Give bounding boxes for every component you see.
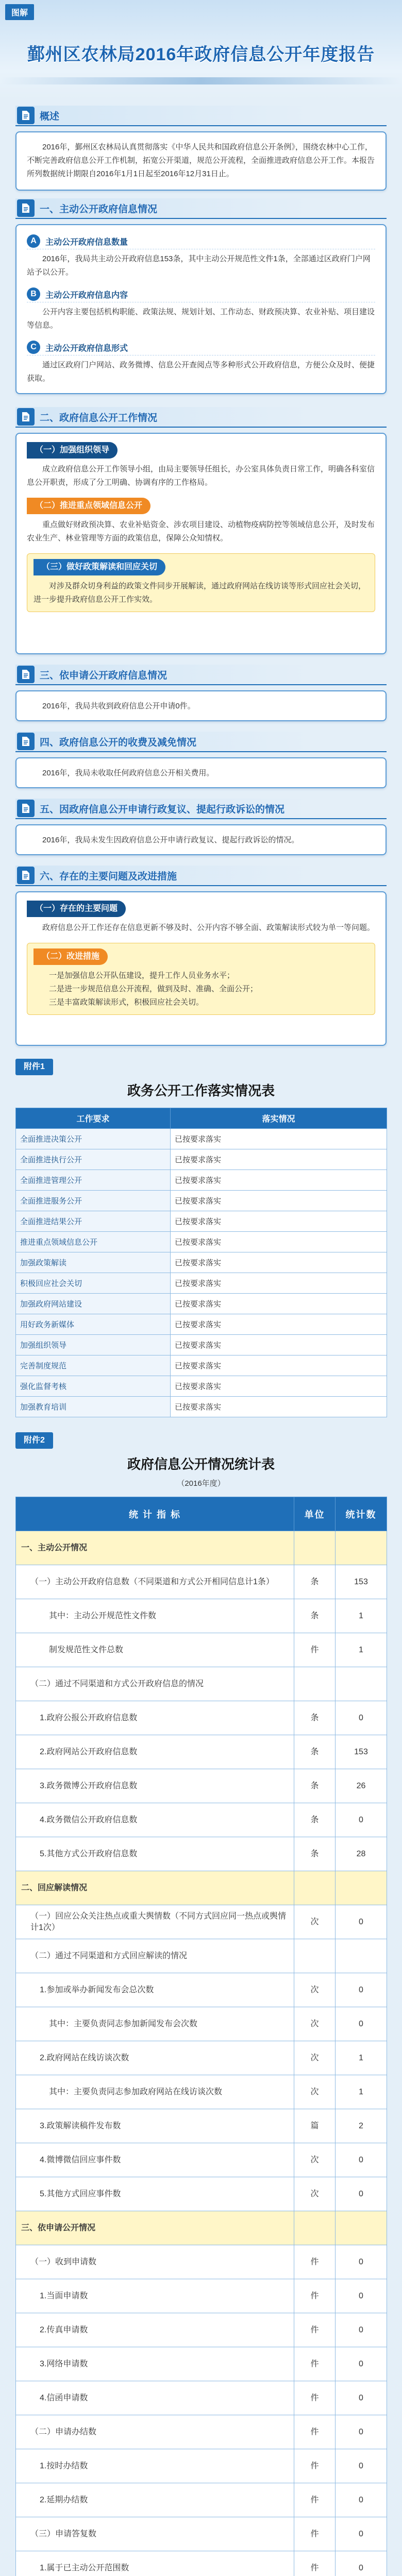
intro-text: 2016年，鄞州区农林局认真贯彻落实《中华人民共和国政府信息公开条例》，围绕农林中心工作，不断完善政府信息公开工作机制，拓宽公开渠道，规范公开流程，全面推进政府信息公开工作。本报告所列数据统计期限自2016年1月1日起至2016年12月31日止。 (27, 143, 375, 178)
value-cell: 0 (336, 2449, 387, 2483)
indicator-cell: 4.信函申请数 (16, 2381, 294, 2415)
block-text: 一是加强信息公开队伍建设，提升工作人员业务水平； (49, 971, 235, 980)
table-header-row (16, 1108, 387, 1129)
unit-cell (294, 2211, 336, 2245)
table-row (16, 1397, 387, 1417)
task-cell: 加强政策解读 (16, 1252, 171, 1273)
value-cell: 0 (336, 2313, 387, 2347)
content-block (27, 442, 375, 489)
value-cell: 0 (336, 1701, 387, 1735)
section-5-box (15, 824, 387, 855)
value-cell: 0 (336, 2483, 387, 2517)
indicator-cell: 3.网络申请数 (16, 2347, 294, 2381)
section-header-intro (15, 106, 387, 126)
table-row (16, 1273, 387, 1294)
table-row (16, 2551, 387, 2576)
table-row (16, 1599, 387, 1633)
section-header-1 (15, 198, 387, 219)
content-block (27, 498, 375, 545)
indicator-cell: （一）收到申请数 (16, 2245, 294, 2279)
list-item (27, 340, 375, 385)
header-banner (0, 0, 402, 100)
indicator-cell: 其中：主动公开规范性文件数 (16, 1599, 294, 1633)
unit-cell: 件 (294, 2449, 336, 2483)
table-row (16, 1905, 387, 1939)
unit-cell: 次 (294, 1973, 336, 2007)
table-row (16, 1314, 387, 1335)
task-cell: 全面推进执行公开 (16, 1149, 171, 1170)
unit-cell: 件 (294, 2517, 336, 2551)
indicator-cell: 2.政府网站公开政府信息数 (16, 1735, 294, 1769)
item-title: 主动公开政府信息内容 (45, 291, 128, 300)
indicator-cell: 4.微博微信回应事件数 (16, 2143, 294, 2177)
status-cell: 已按要求落实 (171, 1252, 387, 1273)
unit-cell: 条 (294, 1837, 336, 1871)
value-cell (336, 1531, 387, 1565)
unit-cell (294, 1939, 336, 1973)
unit-cell: 次 (294, 2007, 336, 2041)
list-item (27, 233, 375, 279)
unit-cell (294, 1531, 336, 1565)
table-row (16, 1355, 387, 1376)
unit-cell: 件 (294, 2381, 336, 2415)
status-cell: 已按要求落实 (171, 1273, 387, 1294)
highlight-block (27, 553, 375, 612)
task-cell: 积极回应社会关切 (16, 1273, 171, 1294)
value-cell: 1 (336, 2075, 387, 2109)
section-header-3 (15, 665, 387, 685)
task-cell: 完善制度规范 (16, 1355, 171, 1376)
value-cell (336, 2211, 387, 2245)
value-cell: 1 (336, 1599, 387, 1633)
task-cell: 全面推进决策公开 (16, 1129, 171, 1149)
value-cell: 0 (336, 1803, 387, 1837)
document-icon (17, 408, 35, 426)
indicator-cell: 1.当面申请数 (16, 2279, 294, 2313)
status-cell: 已按要求落实 (171, 1232, 387, 1252)
table-row (16, 1252, 387, 1273)
annex-label: 附件2 (15, 1432, 53, 1449)
task-cell: 强化监督考核 (16, 1376, 171, 1397)
section-title: 一、主动公开政府信息情况 (40, 204, 158, 215)
document-icon (17, 867, 35, 884)
status-cell: 已按要求落实 (171, 1314, 387, 1335)
section-title: 二、政府信息公开工作情况 (40, 412, 158, 423)
statistics-table (15, 1497, 387, 2576)
graphic-badge: 图解 (5, 4, 34, 20)
item-text: 公开内容主要包括机构职能、政策法规、规划计划、工作动态、财政预决算、农业补贴、项目建设等信息。 (27, 308, 375, 330)
block-label: （二）推进重点领域信息公开 (27, 498, 150, 514)
indicator-cell: 3.政策解读稿件发布数 (16, 2109, 294, 2143)
table-row (16, 1701, 387, 1735)
indicator-cell: （一）回应公众关注热点或重大舆情数（不同方式回应同一热点或舆情计1次） (16, 1905, 294, 1939)
unit-cell: 件 (294, 1633, 336, 1667)
indicator-cell: 1.属于已主动公开范围数 (16, 2551, 294, 2576)
indicator-cell: （二）通过不同渠道和方式公开政府信息的情况 (16, 1667, 294, 1701)
content-block (27, 901, 375, 935)
section-title: 概述 (40, 111, 60, 122)
block-label: （一）存在的主要问题 (27, 901, 126, 917)
indicator-cell: 一、主动公开情况 (16, 1531, 294, 1565)
table-row (16, 1837, 387, 1871)
indicator-cell: 1.政府公报公开政府信息数 (16, 1701, 294, 1735)
block-text: 二是进一步规范信息公开流程，做到及时、准确、全面公开； (49, 985, 258, 993)
value-cell: 1 (336, 1633, 387, 1667)
table-title: 政务公开工作落实情况表 (127, 1083, 275, 1098)
table-row (16, 2347, 387, 2381)
unit-cell: 件 (294, 2313, 336, 2347)
column-header: 统 计 指 标 (16, 1497, 294, 1531)
block-text: 政府信息公开工作还存在信息更新不够及时、公开内容不够全面、政策解读形式较为单一等问题。 (42, 923, 375, 932)
column-header: 落实情况 (171, 1108, 387, 1129)
table-row (16, 1376, 387, 1397)
value-cell: 26 (336, 1769, 387, 1803)
table-row (16, 1803, 387, 1837)
table-row (16, 1667, 387, 1701)
value-cell: 0 (336, 2245, 387, 2279)
status-cell: 已按要求落实 (171, 1355, 387, 1376)
indicator-cell: 其中：主要负责同志参加新闻发布会次数 (16, 2007, 294, 2041)
item-letter-badge: B (27, 287, 40, 301)
status-cell: 已按要求落实 (171, 1191, 387, 1211)
section-title: 五、因政府信息公开申请行政复议、提起行政诉讼的情况 (40, 804, 285, 815)
indicator-cell: 2.政府网站在线访谈次数 (16, 2041, 294, 2075)
status-cell: 已按要求落实 (171, 1397, 387, 1417)
block-text: 重点做好财政预决算、农业补贴资金、涉农项目建设、动植物疫病防控等领域信息公开，及时发布农业生产、林业管理等方面的政策信息，保障公众知情权。 (27, 520, 375, 543)
status-cell: 已按要求落实 (171, 1376, 387, 1397)
unit-cell: 件 (294, 2415, 336, 2449)
unit-cell: 件 (294, 2279, 336, 2313)
task-cell: 全面推进管理公开 (16, 1170, 171, 1191)
table-row (16, 1232, 387, 1252)
item-letter-badge: A (27, 234, 40, 248)
table-row (16, 1191, 387, 1211)
block-label: （一）加强组织领导 (27, 442, 118, 459)
section-header-6 (15, 866, 387, 886)
unit-cell: 条 (294, 1769, 336, 1803)
value-cell: 0 (336, 1905, 387, 1939)
value-cell: 2 (336, 2109, 387, 2143)
table-row (16, 2177, 387, 2211)
section-title: 六、存在的主要问题及改进措施 (40, 871, 177, 882)
table-row (16, 1871, 387, 1905)
indicator-cell: 5.其他方式公开政府信息数 (16, 1837, 294, 1871)
unit-cell: 件 (294, 2347, 336, 2381)
unit-cell (294, 1667, 336, 1701)
unit-cell: 条 (294, 1701, 336, 1735)
value-cell (336, 1667, 387, 1701)
table-row (16, 2517, 387, 2551)
value-cell: 0 (336, 2279, 387, 2313)
status-cell: 已按要求落实 (171, 1211, 387, 1232)
item-header (27, 340, 375, 355)
table-row (16, 2449, 387, 2483)
unit-cell: 条 (294, 1565, 336, 1599)
item-letter-badge: C (27, 341, 40, 354)
table-row (16, 1769, 387, 1803)
unit-cell (294, 1871, 336, 1905)
table-row (16, 1170, 387, 1191)
value-cell: 0 (336, 2007, 387, 2041)
item-text: 2016年，我局共主动公开政府信息153条，其中主动公开规范性文件1条，全部通过区政府门户网站予以公开。 (27, 255, 371, 277)
unit-cell: 件 (294, 2551, 336, 2576)
table-row (16, 1149, 387, 1170)
section-6-box (15, 891, 387, 1046)
value-cell: 153 (336, 1735, 387, 1769)
indicator-cell: （二）通过不同渠道和方式回应解读的情况 (16, 1939, 294, 1973)
table-row (16, 2007, 387, 2041)
unit-cell: 次 (294, 2041, 336, 2075)
indicator-cell: 制发规范性文件总数 (16, 1633, 294, 1667)
unit-cell: 次 (294, 2177, 336, 2211)
indicator-cell: 2.传真申请数 (16, 2313, 294, 2347)
table-row (16, 2041, 387, 2075)
section-title: 三、依申请公开政府信息情况 (40, 670, 167, 681)
table-row (16, 2143, 387, 2177)
task-cell: 全面推进结果公开 (16, 1211, 171, 1232)
section-header-5 (15, 799, 387, 819)
indicator-cell: （一）主动公开政府信息数（不同渠道和方式公开相同信息计1条） (16, 1565, 294, 1599)
indicator-cell: 1.按时办结数 (16, 2449, 294, 2483)
table-row (16, 2211, 387, 2245)
item-title: 主动公开政府信息形式 (45, 344, 128, 353)
status-cell: 已按要求落实 (171, 1170, 387, 1191)
document-icon (17, 733, 35, 750)
indicator-cell: 4.政务微信公开政府信息数 (16, 1803, 294, 1837)
status-cell: 已按要求落实 (171, 1335, 387, 1355)
table-row (16, 2109, 387, 2143)
value-cell (336, 1871, 387, 1905)
table-row (16, 2313, 387, 2347)
value-cell (336, 1939, 387, 1973)
list-item (27, 286, 375, 332)
indicator-cell: 5.其他方式回应事件数 (16, 2177, 294, 2211)
item-title: 主动公开政府信息数量 (45, 238, 128, 247)
section-1-box (15, 224, 387, 394)
task-cell: 全面推进服务公开 (16, 1191, 171, 1211)
task-cell: 加强组织领导 (16, 1335, 171, 1355)
table-row (16, 1211, 387, 1232)
table-row (16, 2483, 387, 2517)
block-label: （二）改进措施 (34, 948, 108, 965)
unit-cell: 条 (294, 1803, 336, 1837)
value-cell: 0 (336, 2415, 387, 2449)
unit-cell: 次 (294, 2143, 336, 2177)
indicator-cell: （二）申请办结数 (16, 2415, 294, 2449)
column-header: 工作要求 (16, 1108, 171, 1129)
table-row (16, 2075, 387, 2109)
table-row (16, 1129, 387, 1149)
block-text: 对涉及群众切身利益的政策文件同步开展解读，通过政府网站在线访谈等形式回应社会关切，进一步提升政府信息公开工作实效。 (34, 582, 366, 604)
status-cell: 已按要求落实 (171, 1149, 387, 1170)
indicator-cell: （三）申请答复数 (16, 2517, 294, 2551)
section-3-box (15, 690, 387, 721)
document-icon (17, 199, 35, 217)
indicator-cell: 三、依申请公开情况 (16, 2211, 294, 2245)
unit-cell: 篇 (294, 2109, 336, 2143)
value-cell: 0 (336, 2551, 387, 2576)
item-header (27, 286, 375, 302)
section-title: 四、政府信息公开的收费及减免情况 (40, 737, 197, 748)
table-header-row (16, 1497, 387, 1531)
table-row (16, 2415, 387, 2449)
indicator-cell: 3.政务微博公开政府信息数 (16, 1769, 294, 1803)
item-text: 通过区政府门户网站、政务微博、信息公开查阅点等多种形式公开政府信息，方便公众及时、便捷获取。 (27, 361, 375, 383)
intro-box (15, 131, 387, 191)
document-icon (17, 107, 35, 124)
value-cell: 0 (336, 2381, 387, 2415)
table-row (16, 1633, 387, 1667)
table-subtitle: （2016年度） (177, 1479, 225, 1488)
section-header-2 (15, 407, 387, 428)
indicator-cell: 其中：主要负责同志参加政府网站在线访谈次数 (16, 2075, 294, 2109)
table-row (16, 1735, 387, 1769)
document-icon (17, 666, 35, 683)
table-row (16, 1565, 387, 1599)
status-cell: 已按要求落实 (171, 1294, 387, 1314)
unit-cell: 次 (294, 2075, 336, 2109)
table-title: 政府信息公开情况统计表 (127, 1457, 275, 1472)
work-status-table (15, 1108, 387, 1417)
task-cell: 加强教育培训 (16, 1397, 171, 1417)
value-cell: 0 (336, 1973, 387, 2007)
column-header: 统计数 (336, 1497, 387, 1531)
task-cell: 用好政务新媒体 (16, 1314, 171, 1335)
unit-cell: 条 (294, 1735, 336, 1769)
block-text: 成立政府信息公开工作领导小组，由局主要领导任组长，办公室具体负责日常工作，明确各科室信息公开职责，形成了分工明确、协调有序的工作格局。 (27, 465, 375, 487)
highlight-block (27, 943, 375, 1015)
table-row (16, 1973, 387, 2007)
banner-stripe (0, 77, 402, 84)
table-row (16, 2381, 387, 2415)
unit-cell: 件 (294, 2245, 336, 2279)
table-row (16, 1939, 387, 1973)
table-row (16, 2279, 387, 2313)
value-cell: 153 (336, 1565, 387, 1599)
table-row (16, 1531, 387, 1565)
indicator-cell: 2.延期办结数 (16, 2483, 294, 2517)
value-cell: 28 (336, 1837, 387, 1871)
value-cell: 0 (336, 2143, 387, 2177)
table-row (16, 2245, 387, 2279)
item-header (27, 233, 375, 249)
value-cell: 1 (336, 2041, 387, 2075)
section-header-4 (15, 732, 387, 752)
indicator-cell: 二、回应解读情况 (16, 1871, 294, 1905)
task-cell: 加强政府网站建设 (16, 1294, 171, 1314)
section-4-box (15, 757, 387, 788)
section-text: 2016年，我局共收到政府信息公开申请0件。 (42, 702, 195, 710)
section-2-box (15, 433, 387, 654)
unit-cell: 件 (294, 2483, 336, 2517)
unit-cell: 条 (294, 1599, 336, 1633)
annex-label: 附件1 (15, 1059, 53, 1075)
value-cell: 0 (336, 2347, 387, 2381)
status-cell: 已按要求落实 (171, 1129, 387, 1149)
block-text: 三是丰富政策解读形式，积极回应社会关切。 (49, 998, 204, 1007)
page-title: 鄞州区农林局2016年政府信息公开年度报告 (27, 45, 375, 64)
block-label: （三）做好政策解读和回应关切 (34, 559, 165, 575)
document-icon (17, 800, 35, 817)
column-header: 单位 (294, 1497, 336, 1531)
indicator-cell: 1.参加或举办新闻发布会总次数 (16, 1973, 294, 2007)
table-row (16, 1294, 387, 1314)
unit-cell: 次 (294, 1905, 336, 1939)
value-cell: 0 (336, 2177, 387, 2211)
section-text: 2016年，我局未发生因政府信息公开申请行政复议、提起行政诉讼的情况。 (42, 836, 299, 844)
value-cell: 0 (336, 2517, 387, 2551)
table-row (16, 1335, 387, 1355)
task-cell: 推进重点领域信息公开 (16, 1232, 171, 1252)
section-text: 2016年，我局未收取任何政府信息公开相关费用。 (42, 769, 214, 777)
